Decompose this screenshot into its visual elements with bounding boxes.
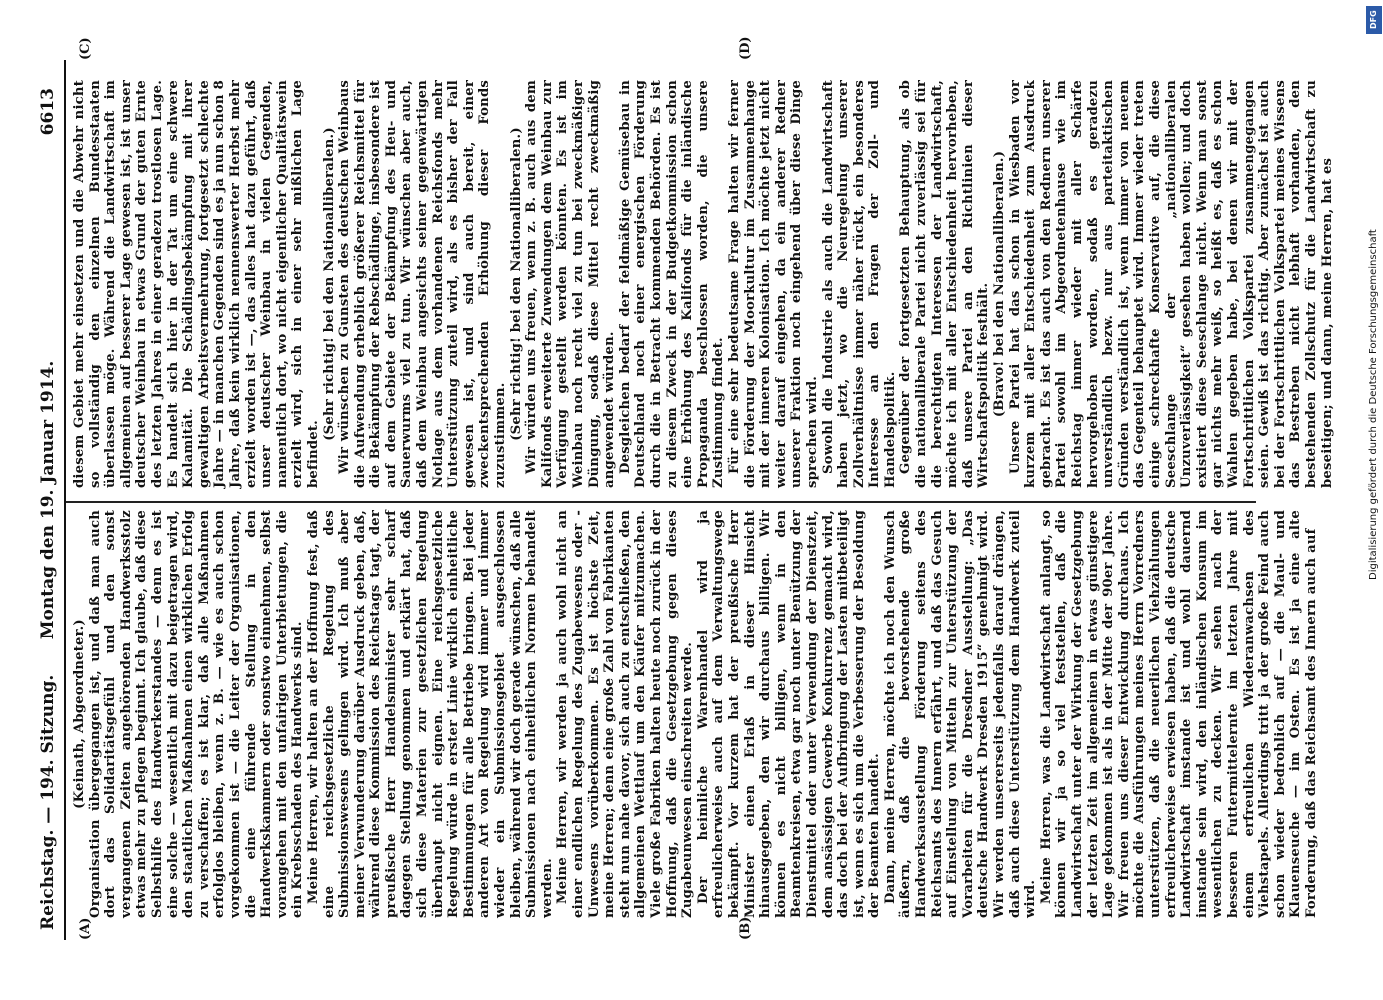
paragraph: Unsere Partei hat das schon in Wiesbaden vor kurzem mit aller Entschiedenheit zum Ausdruck gebracht. Es ist das auch von den Rednern unserer Partei sowohl im Abgeordnetenhause wie im Reichstag immer wieder mit aller Schärfe hervorgehoben worden, sodaß es geradezu unverständlich bezw. nur aus parteitaktischen Gründen verständlich ist, wenn immer von neuem das Gegenteil behauptet wird. Immer wieder treten einige schreckhafte Konservative auf, die diese Seeschlange der „nationalliberalen Unzuverlässigkeit“ gesehen haben wollen; und doch existiert diese Seeschlange nicht. Wenn man sonst gar nichts mehr weiß, so heißt es, daß es schon Wahlen gegeben habe, bei denen wir mit der Fortschrittlichen Volkspartei zusammengegangen seien. Gewiß ist das richtig. Aber zunächst ist auch bei der Fortschrittlichen Volkspartei meines Wissens das Bestreben nicht lebhaft vorhanden, den bestehenden Zollschutz für die Landwirtschaft zu beseitigen; und dann, meine Herren, hat es: [1007, 80, 1335, 488]
paragraph: Meine Herren, was die Landwirtschaft anlangt, so können wir ja so viel feststellen, daß die Landwirtschaft unter der Wirkung der Gesetzgebung der letzten Zeit im allgemeinen in etwas günstigere Lage gekommen ist als in der Mitte der 90er Jahre. Wir freuen uns dieser Entwicklung durchaus. Ich möchte die Ausführungen meines Herrn Vorredners unterstützen, daß die neuerlichen Viehzählungen erfreulicherweise erwiesen haben, daß die deutsche Landwirtschaft imstande ist und wohl dauernd imstande sein wird, den inländischen Konsum im wesentlichen zu decken. Wir sehen nach der besseren Futtermittelernte im letzten Jahre mit einem erfreulichen Wiederanwachsen des Viehstapels. Allerdings tritt ja der große Feind auch schon wieder bedrohlich auf — die Maul- und Klauenseuche — im Osten. Es ist ja eine alte Forderung, daß das Reichsamt des Innern auch auf: [1038, 510, 1319, 918]
margin-marker-b: (B): [738, 916, 753, 940]
running-header-date: Montag den 19. Januar 1914.: [38, 360, 58, 640]
interjection: (Sehr richtig! bei den Nationalliberalen.): [508, 127, 524, 441]
column-divider: [66, 501, 1256, 503]
paragraph: Meine Herren, wir halten an der Hoffnung fest, daß eine reichsgesetzliche Regelung des Submissionswesens gelingen wird. Ich muß aber meiner Verwunderung darüber Ausdruck geben, daß, während diese Kommission des Reichstags tagt, der preußische Herr Handelsminister sehr scharf dagegen Stellung genommen und erklärt hat, daß sich diese Materien zur gesetzlichen Regelung überhaupt nicht eignen. Eine reichsgesetzliche Regelung würde in erster Linie wirklich einheitliche Bestimmungen für alle Betriebe bringen. Bei jeder anderen Art von Regelung wird immer und immer wieder ein Submissionsgebiet ausgeschlossen bleiben, während wir doch gerade wünschen, daß alle Submissionen nach einheitlichen Normen behandelt werden.: [305, 510, 555, 918]
running-header-left: Reichstag. — 194. Sitzung.: [38, 674, 58, 930]
paragraph: Wir würden uns freuen, wenn z. B. auch aus dem Kalifonds erweiterte Zuwendungen dem Weinbau zur Verfügung gestellt werden könnten. Es ist im Weinbau noch recht viel zu tun bei zweckmäßiger Düngung, sodaß diese Mittel recht zweckmäßig angewendet würden.: [524, 80, 618, 488]
margin-marker-d: (D): [738, 36, 753, 60]
paragraph: Der heimliche Warenhandel wird ja erfreulicherweise auch auf dem Verwaltungswege bekämpft. Vor kurzem hat der preußische Herr Minister einen Erlaß in dieser Hinsicht hinausgegeben, den wir durchaus billigen. Wir können es nicht billigen, wenn in den Beamtenkreisen, etwa gar noch unter Benützung der Dienstmittel oder unter Verwendung der Dienstzeit, dem ansässigen Gewerbe Konkurrenz gemacht wird, das doch bei der Aufbringung der Lasten mitbeteiligt ist, wenn es sich um die Verbesserung der Besoldung der Beamten handelt.: [695, 510, 883, 918]
digitization-credit: Digitalisierung gefördert durch die Deutsche Forschungsgemeinschaft: [1368, 229, 1379, 580]
page-number: 6613: [38, 88, 58, 136]
paragraph: Meine Herren, wir werden ja auch wohl nicht an einer endlichen Regelung des Zugabewesens oder -Unwesens vorüberkommen. Es ist höchste Zeit, meine Herren; denn eine große Zahl von Fabrikanten steht nun nahe davor, sich auch zu entschließen, den allgemeinen Wettlauf um den Käufer mitzumachen. Viele große Fabriken halten heute noch zurück in der Hoffnung, daß die Gesetzgebung gegen dieses Zugabeunwesen einschreiten werde.: [555, 510, 696, 918]
left-column: [72, 510, 1319, 918]
right-column: [72, 80, 1335, 488]
paragraph: Dann, meine Herren, möchte ich noch den Wunsch äußern, daß die bevorstehende große Handwerksausstellung Förderung seitens des Reichsamts des Innern erfährt, und daß das Gesuch auf Einstellung von Mitteln zur Unterstützung der Vorarbeiten für die Dresdner Ausstellung: „Das deutsche Handwerk Dresden 1915“ genehmigt wird. Wir werden unsererseits jedenfalls darauf drängen, daß auch diese Unterstützung dem Handwerk zuteil wird.: [882, 510, 1039, 918]
paragraph: Sowohl die Industrie als auch die Landwirtschaft haben jetzt, wo die Neuregelung unserer Zollverhältnisse immer näher rückt, ein besonderes Interesse an den Fragen der Zoll- und Handelspolitik.: [820, 80, 898, 488]
paragraph: Organisation übergegangen ist, und daß man auch dort das Solidaritätsgefühl und den sonst vergangenen Zeiten angehörenden Handwerksstolz etwas mehr zu pflegen beginnt. Ich glaube, daß diese Selbsthilfe des Handwerkerstandes — denn es ist eine solche — wesentlich mit dazu beigetragen wird, den staatlichen Maßnahmen einen wirklichen Erfolg zu verschaffen; es ist klar, daß alle Maßnahmen erfolglos bleiben, wenn z. B. — wie es auch schon vorgekommen ist — die Leiter der Organisationen, die eine führende Stellung in den Handwerkskammern oder sonstwo einnehmen, selbst vorangehen mit den unfairigen Unterbietungen, die ein Krebsschaden des Handwerks sind.: [87, 510, 306, 918]
header-rule: [64, 60, 66, 940]
margin-marker-c: (C): [78, 37, 93, 60]
speaker-attribution: (Keinath, Abgeordneter.): [72, 619, 87, 809]
paragraph: Wir wünschen zu Gunsten des deutschen Weinbaus die Aufwendung erheblich größerer Reichsmittel für die Bekämpfung der Rebschädlinge, insbesondere ist auf dem Gebiete der Bekämpfung des Heu- und Sauerwurms viel zu tun. Wir wünschen aber auch, daß dem Weinbau angesichts seiner gegenwärtigen Notlage aus dem vorhandenen Reichsfonds mehr Unterstützung zuteil wird, als es bisher der Fall gewesen ist, und sind auch bereit, einer zweckentsprechenden Erhöhung dieser Fonds zuzustimmen.: [337, 80, 509, 488]
paragraph: Gegenüber der fortgesetzten Behauptung, als ob die nationalliberale Partei nicht zuverlässig sei für die berechtigten Interessen der Landwirtschaft, möchte ich mit aller Entschiedenheit hervorheben, daß unsere Partei an den Richtlinien dieser Wirtschaftspolitik festhält.: [898, 80, 992, 488]
dfg-logo: DFG: [1366, 6, 1382, 34]
interjection: (Sehr richtig! bei den Nationalliberalen.): [321, 127, 337, 441]
margin-marker-a: (A): [78, 917, 93, 940]
paragraph: Für eine sehr bedeutsame Frage halten wir ferner die Förderung der Moorkultur im Zusammenhange mit der inneren Kolonisation. Ich möchte jetzt nicht weiter darauf eingehen, da ein anderer Redner unserer Fraktion noch eingehend über diese Dinge sprechen wird.: [726, 80, 820, 488]
paragraph: Desgleichen bedarf der feldmäßige Gemüsebau in Deutschland noch einer energischen Förderung durch die in Betracht kommenden Behörden. Es ist zu diesem Zweck in der Budgetkommission schon eine Erhöhung des Kalifonds für die inländische Propaganda beschlossen worden, die unsere Zustimmung findet.: [617, 80, 727, 488]
interjection: (Bravo! bei den Nationalliberalen.): [992, 150, 1008, 418]
paragraph: diesem Gebiet mehr einsetzen und die Abwehr nicht so vollständig den einzelnen Bundesstaaten überlassen möge. Während die Landwirtschaft im allgemeinen auf besserer Lage gewesen ist, ist unser deutscher Weinbau in etwas Grund der guten Ernte des letzten Jahres in einer geradezu trostlosen Lage. Es handelt sich hier in der Tat um eine schwere Kalamität. Die Schädlingsbekämpfung mit ihrer gewaltigen Arbeitsvermehrung, fortgesetzt schlechte Jahre — in manchen Gegenden sind es ja nun schon 8 Jahre, daß kein wirklich nennenswerter Herbst mehr erzielt worden ist —, das alles hat dazu geführt, daß unser deutscher Weinbau in vielen Gegenden, namentlich dort, wo nicht eigentlicher Qualitätswein erzielt wird, sich in einer sehr mißlichen Lage befindet.: [72, 80, 321, 488]
